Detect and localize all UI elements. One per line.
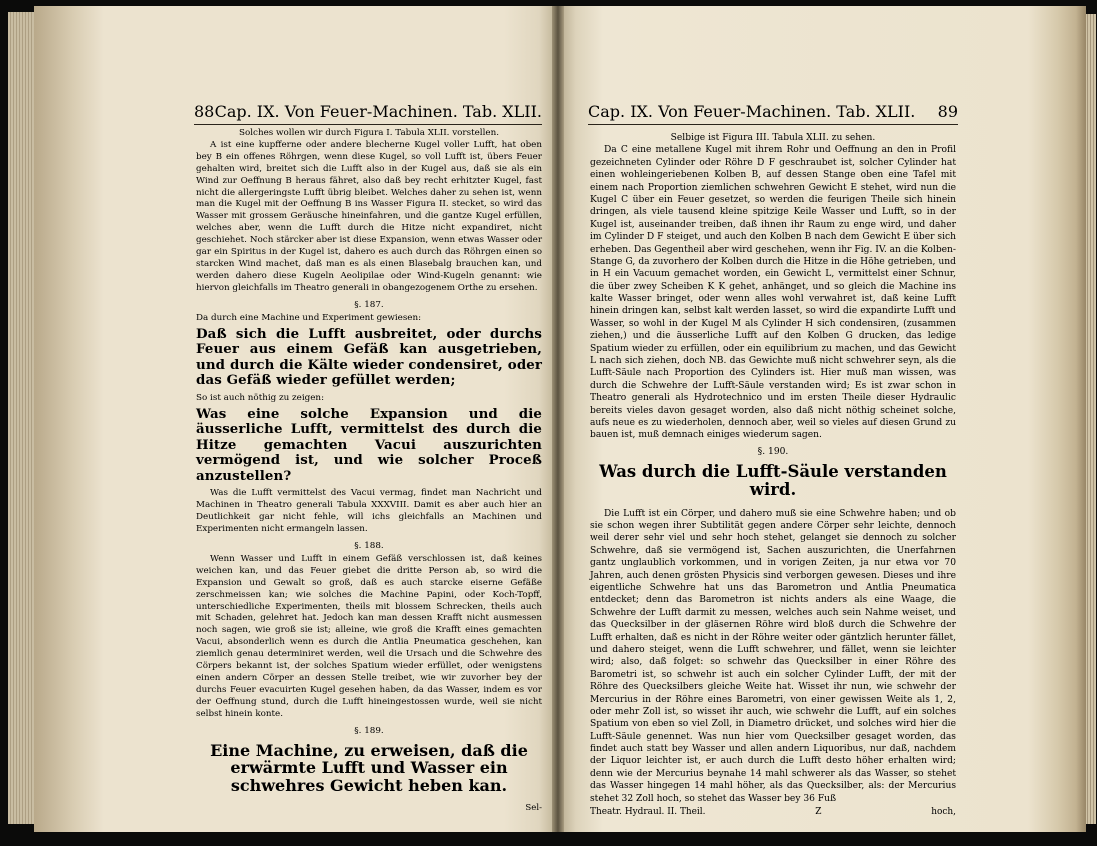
running-head-left [194, 102, 542, 125]
running-head-title-right: Cap. IX. Von Feuer-Machinen. Tab. XLII. [588, 102, 916, 121]
paragraph: A ist eine kupfferne oder andere blecherne Kugel voller Lufft, hat oben bey B ein offenes Röhrgen, wenn diese Kugel, so voll Lufft ist, übers Feuer gehalten wird, breitet sich die Lufft also in der Kugel aus, daß sie als ein Wind zur Oeffnung B heraus fähret, also daß bey recht erhitzter Kugel, fast nicht die allergeringste Lufft übrig bleibet. Welches daher zu sehen ist, wenn man die Kugel mit der Oeffnung B ins Wasser Figura II. stecket, so wird das Wasser mit grossem Geräusche hineinfahren, und die gantze Kugel erfüllen, welches aber, wenn die Lufft durch die Hitze nicht expandiret, nicht geschiehet. Noch stärcker aber ist diese Expansion, wenn etwas Wasser oder gar ein Spiritus in der Kugel ist, dahero es auch durch das Röhrgen einen so starcken Wind machet, daß man es als einen Blasebalg brauchen kan, und werden dahero diese Kugeln Aeolipilae oder Wind-Kugeln genannt: wie hiervon gleichfalls im Theatro generali in obangezogenem Orthe zu ersehen. [196, 139, 542, 293]
running-head-right [588, 102, 958, 125]
paragraph: Da C eine metallene Kugel mit ihrem Rohr und Oeffnung an den in Profil gezeichneten Cylinder oder Röhre D F geschraubet ist, solcher Cylinder hat einen wohleingeriebenen Kolben B, auf dessen Stange oben eine Tafel mit einem nach Proportion ziemlichen schwehren Gewicht E stehet, wird nun die Kugel C über ein Feuer gesetzet, so werden die feurigen Theile sich hinein dringen, als viele tausend kleine spitzige Keile Wasser und Lufft, so in der Kugel ist, auseinander treiben, daß ihnen ihr Raum zu enge wird, und daher im Cylinder D F steiget, und auch den Kolben B nach dem Gewicht E über sich erheben. Das Gegentheil aber wird geschehen, wenn ihr Fig. IV. an die Kolben-Stange G, da zuvorhero der Kolben durch die Hitze in die Höhe getrieben, und in H ein Vacuum gemachet worden, ein Gewicht L, vermittelst einer Schnur, die über zwey Scheiben K K gehet, anhänget, und so gleich die Machine ins kalte Wasser bringet, oder wenn alles wohl verwahret ist, daß keine Lufft hinein dringen kan, selbst kalt werden lasset, so wird die expandirte Lufft und Wasser, so wohl in der Kugel M als Cylinder H sich condensiren, (zusammen ziehen,) und die äusserliche Lufft auf den Kolben G drucken, das ledige Spatium wieder zu erfüllen, oder ein equilibrium zu machen, und das Gewicht L nach sich ziehen, doch NB. das Gewichte muß nicht schwehrer seyn, als die Lufft-Säule nach Proportion des Cylinders ist. Hier muß man wissen, was durch die Schwehre der Lufft-Säule verstanden wird; Es ist zwar schon in Theatro generali als Hydrotechnico und im ersten Theile dieser Hydraulic bereits vieles davon gesaget worden, also daß nicht nöthig scheinet solche, aufs neue es zu wiederholen, dennoch aber, weil so vieles auf diesen Grund zu bauen ist, muß demnach einiges wiederum sagen. [590, 145, 956, 441]
section-number: §. 189. [354, 725, 384, 736]
left-page [34, 6, 558, 832]
footer-left: Theatr. Hydraul. II. Theil. [590, 807, 706, 818]
intro-line: Solches wollen wir durch Figura I. Tabula XLII. vorstellen. [239, 128, 499, 138]
left-page-body [196, 128, 542, 813]
right-page [558, 6, 1086, 832]
section-number: §. 188. [354, 540, 384, 551]
catchword: hoch, [931, 807, 956, 818]
paragraph: Wenn Wasser und Lufft in einem Gefäß verschlossen ist, daß keines weichen kan, und das Feuer giebet die dritte Person ab, so wird die Expansion und Gewalt so groß, daß es auch starcke eiserne Gefäße zerschmeissen kan; wie solches die Machine Papini, oder Koch-Topff, unterschiedliche Experimenten, theils mit blossem Schrecken, theils auch mit Schaden, gelehret hat. Jedoch kan man dessen Krafft nicht ausmessen noch sagen, wie groß sie ist; alleine, wie groß die Krafft eines gemachten Vacui, absonderlich wenn es durch die Antlia Pneumatica geschehen, kan ziemlich genau determiniret werden, weil die Ursach und die Schwehre des Cörpers bekannt ist, der solches Spatium wieder erfüllet, oder wenigstens einen andern Cörper an dessen Stelle treibet, wie wir zuvorher bey der durchs Feuer evacuirten Kugel gesehen haben, da das Wasser, indem es vor der Oeffnung stund, durch die Lufft hineingestossen wurde, weil sie nicht selbst hinein konte. [196, 553, 542, 719]
paragraph: Da durch eine Machine und Experiment gewiesen: [196, 312, 422, 323]
catchword-row [196, 803, 542, 813]
book-edge-left [8, 12, 36, 824]
footer-row [590, 807, 956, 817]
right-page-body [590, 132, 956, 817]
section-number: §. 187. [354, 299, 384, 310]
page-number-right: 89 [937, 102, 958, 121]
signature-mark: Z [815, 807, 822, 818]
proposition-heading: Daß sich die Lufft ausbreitet, oder durchs Feuer aus einem Gefäß kan ausgetrieben, und durch die Kälte wieder condensiret, oder das Gefäß wieder gefüllet werden; [196, 325, 542, 389]
paragraph: So ist auch nöthig zu zeigen: [196, 392, 325, 403]
section-heading: Was durch die Lufft-Säule verstanden wird. [599, 461, 947, 500]
proposition-heading: Was eine solche Expansion und die äusserliche Lufft, vermittelst des durch die Hitze gemachten Vacui auszurichten vermögend ist, und wie solcher Proceß anzustellen? [196, 405, 542, 484]
catchword: Sel- [525, 803, 542, 814]
paragraph: Was die Lufft vermittelst des Vacui vermag, findet man Nachricht und Machinen in Theatro generali Tabula XXXVIII. Damit es aber auch hier an Deutlichkeit gar nicht fehle, will ichs gleichfalls an Machinen und Experimenten nicht ermangeln lassen. [196, 488, 542, 534]
running-head-title-left: Cap. IX. Von Feuer-Machinen. Tab. XLII. [214, 102, 542, 121]
section-heading: Eine Machine, zu erweisen, daß die erwärmte Lufft und Wasser ein schwehres Gewicht heben kan. [210, 740, 528, 796]
paragraph: Die Lufft ist ein Cörper, und dahero muß sie eine Schwehre haben; und ob sie schon wegen ihrer Subtilität gegen andere Cörper sehr leichte, dennoch weil derer sehr viel und sehr hoch stehet, gelanget sie dennoch zu solcher Schwehre, daß sie vermögend ist, Sachen auszurichten, die Unerfahrnen gantz unglaublich vorkommen, und in vorigen Zeiten, ja nur etwa vor 70 Jahren, auch denen grösten Physicis sind verborgen gewesen. Dieses und ihre eigentliche Schwehre hat uns das Barometron und Antlia Pneumatica entdecket; denn das Barometron ist nichts anders als eine Waage, die Schwehre der Lufft darmit zu messen, welches auch sein Nahme weiset, und das Quecksilber in der gläsernen Röhre wird bloß durch die Schwehre der Lufft erhalten, daß es nicht in der Röhre weiter oder gäntzlich herunter fället, und dahero steiget, wenn die Lufft schwehrer, und fället, wenn sie leichter wird; also, daß folget: so schwehr das Quecksilber in einer Röhre des Barometri ist, so schwehr ist auch ein solcher Cylinder Lufft, der mit der Röhre des Quecksilbers gleiche Weite hat. Wisset ihr nun, wie schwehr der Mercurius in der Röhre eines Barometri, von einer gewissen Weite als 1, 2, oder mehr Zoll ist, so wisset ihr auch, wie schwehr die Lufft, auf ein solches Spatium von eben so viel Zoll, in Diametro drücket, und solches wird hier die Lufft-Säule genennet. Was nun hier vom Quecksilber gesaget worden, das findet auch statt bey Wasser und allen andern Liquoribus, nur daß, nachdem der Liquor leichter ist, er auch durch die Lufft desto höher erhalten wird; denn wie der Mercurius beynahe 14 mahl schwerer als das Wasser, so stehet das Wasser hingegen 14 mahl höher, als das Quecksilber, als: der Mercurius stehet 32 Zoll hoch, so stehet das Wasser bey 36 Fuß [590, 508, 956, 804]
intro-line: Selbige ist Figura III. Tabula XLII. zu sehen. [670, 133, 876, 143]
open-book [34, 6, 1086, 836]
section-number: §. 190. [757, 446, 789, 457]
page-number-left: 88 [194, 102, 215, 121]
book-gutter [552, 6, 564, 832]
page-edge-shadow [1076, 6, 1086, 832]
